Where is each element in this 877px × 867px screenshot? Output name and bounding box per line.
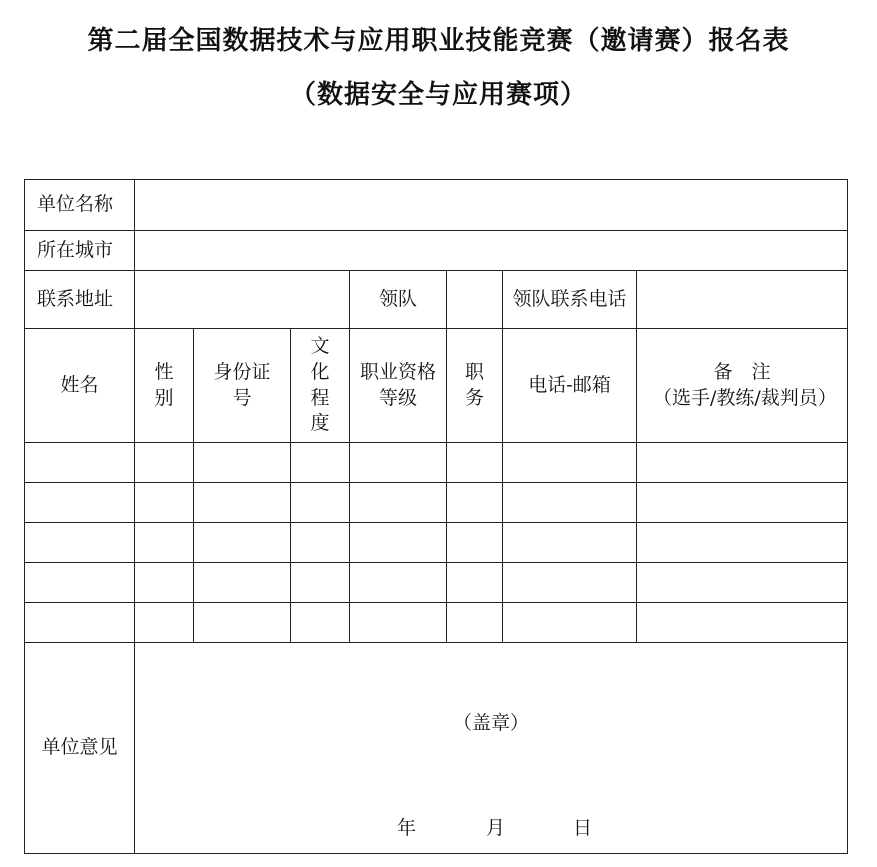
- cell-input[interactable]: [637, 603, 848, 643]
- cell-input[interactable]: [637, 483, 848, 523]
- cell-input[interactable]: [25, 443, 135, 483]
- form-subtitle: （数据安全与应用赛项）: [289, 80, 587, 110]
- cell-input[interactable]: [291, 443, 350, 483]
- leader-phone-field[interactable]: [637, 271, 848, 329]
- cell-input[interactable]: [350, 483, 447, 523]
- cell-input[interactable]: [291, 523, 350, 563]
- cell-input[interactable]: [135, 603, 194, 643]
- cell-input[interactable]: [637, 523, 848, 563]
- cell-input[interactable]: [503, 563, 637, 603]
- cell-input[interactable]: [503, 603, 637, 643]
- date-line: [397, 816, 592, 842]
- cell-input[interactable]: [447, 483, 503, 523]
- cell-input[interactable]: [503, 523, 637, 563]
- registration-table: [24, 179, 848, 854]
- city-label: 所在城市: [25, 231, 135, 271]
- unit-name-row: [25, 180, 848, 231]
- header-row: [25, 329, 848, 443]
- col-header-phone-email: 电话-邮箱: [503, 329, 637, 443]
- leader-label: 领队: [350, 271, 447, 329]
- cell-input[interactable]: [350, 563, 447, 603]
- cell-input[interactable]: [25, 603, 135, 643]
- cell-input[interactable]: [447, 523, 503, 563]
- address-label: 联系地址: [25, 271, 135, 329]
- cell-input[interactable]: [291, 563, 350, 603]
- table-row: [25, 443, 848, 483]
- col-header-qualification: 职业资格等级: [350, 329, 447, 443]
- opinion-field[interactable]: [135, 643, 848, 854]
- month-label: 月: [486, 817, 506, 839]
- cell-input[interactable]: [135, 523, 194, 563]
- cell-input[interactable]: [291, 483, 350, 523]
- table-row: [25, 523, 848, 563]
- cell-input[interactable]: [194, 523, 291, 563]
- table-row: [25, 563, 848, 603]
- form-title: 第二届全国数据技术与应用职业技能竞赛（邀请赛）报名表: [87, 26, 790, 56]
- col-header-position: 职务: [447, 329, 503, 443]
- cell-input[interactable]: [194, 483, 291, 523]
- seal-text: （盖章）: [453, 712, 530, 734]
- cell-input[interactable]: [194, 603, 291, 643]
- address-field[interactable]: [135, 271, 350, 329]
- table-row: [25, 483, 848, 523]
- cell-input[interactable]: [637, 443, 848, 483]
- city-row: [25, 231, 848, 271]
- cell-input[interactable]: [350, 443, 447, 483]
- unit-name-field[interactable]: [135, 180, 848, 231]
- cell-input[interactable]: [135, 483, 194, 523]
- cell-input[interactable]: [25, 483, 135, 523]
- cell-input[interactable]: [135, 443, 194, 483]
- cell-input[interactable]: [25, 563, 135, 603]
- cell-input[interactable]: [447, 443, 503, 483]
- col-header-remarks: [637, 329, 848, 443]
- city-field[interactable]: [135, 231, 848, 271]
- cell-input[interactable]: [637, 563, 848, 603]
- col-header-id-number: 身份证号: [194, 329, 291, 443]
- cell-input[interactable]: [194, 563, 291, 603]
- cell-input[interactable]: [25, 523, 135, 563]
- cell-input[interactable]: [350, 603, 447, 643]
- col-header-education: 文化程度: [291, 329, 350, 443]
- remarks-title: 备 注: [713, 360, 771, 383]
- opinion-row: [25, 643, 848, 854]
- address-row: [25, 271, 848, 329]
- cell-input[interactable]: [194, 443, 291, 483]
- cell-input[interactable]: [503, 483, 637, 523]
- col-header-name: 姓名: [25, 329, 135, 443]
- year-label: 年: [397, 817, 417, 839]
- cell-input[interactable]: [135, 563, 194, 603]
- leader-field[interactable]: [447, 271, 503, 329]
- cell-input[interactable]: [447, 603, 503, 643]
- leader-phone-label: 领队联系电话: [503, 271, 637, 329]
- unit-name-label: 单位名称: [25, 180, 135, 231]
- day-label: 日: [573, 817, 593, 839]
- remarks-subtitle: （选手/教练/裁判员）: [653, 386, 837, 409]
- cell-input[interactable]: [291, 603, 350, 643]
- opinion-label: 单位意见: [25, 643, 135, 854]
- col-header-gender: 性别: [135, 329, 194, 443]
- table-row: [25, 603, 848, 643]
- cell-input[interactable]: [503, 443, 637, 483]
- cell-input[interactable]: [350, 523, 447, 563]
- cell-input[interactable]: [447, 563, 503, 603]
